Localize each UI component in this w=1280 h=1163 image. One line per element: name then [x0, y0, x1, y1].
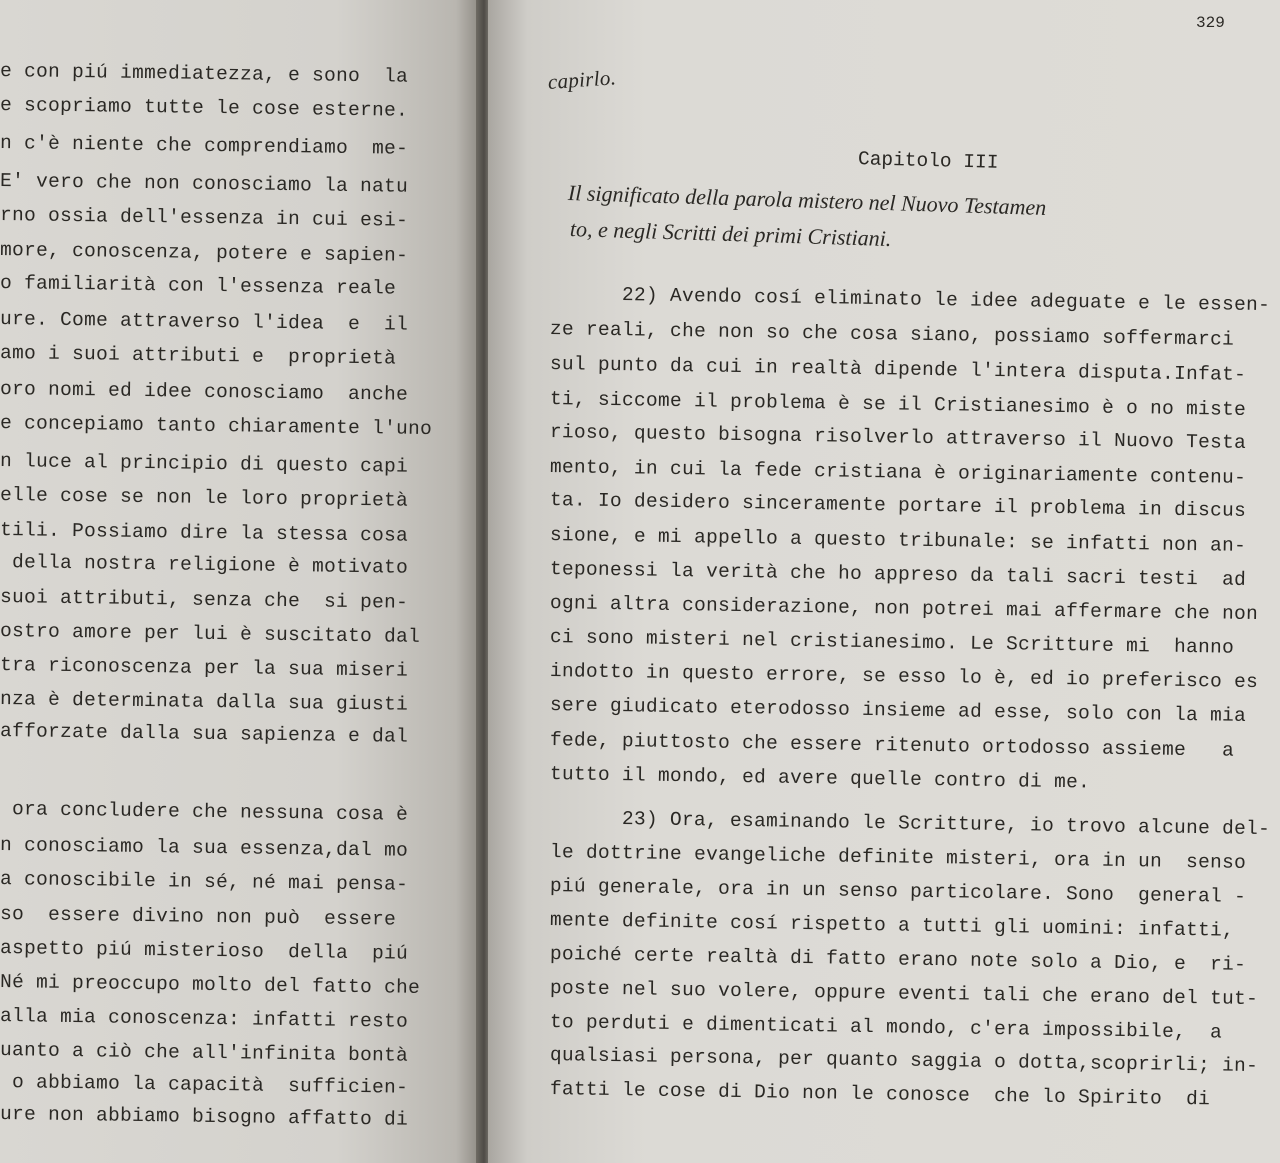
text-line: e con piú immediatezza, e sono la	[0, 60, 409, 88]
text-line: ci sono misteri nel cristianesimo. Le Scritture mi hanno	[549, 626, 1235, 659]
text-line: ostro amore per lui è suscitato dal	[0, 620, 421, 648]
text-line: to perduti e dimenticati al mondo, c'era impossibile, a	[549, 1011, 1223, 1044]
text-line: amo i suoi attributi e proprietà	[0, 342, 397, 370]
text-line: sere giudicato eterodosso insieme ad esse, solo con la mia	[549, 694, 1247, 727]
text-line: suoi attributi, senza che si pen-	[0, 586, 409, 614]
text-line: indotto in questo errore, se esso lo è, ed io preferisco es	[549, 660, 1259, 694]
chapter-title: Capitolo III	[857, 148, 999, 174]
text-line: uanto a ciò che all'infinita bontà	[0, 1039, 409, 1067]
text-line: afforzate dalla sua sapienza e dal	[0, 720, 409, 748]
text-line: sione, e mi appello a questo tribunale: se infatti non an-	[549, 524, 1247, 557]
text-line: e scopriamo tutte le cose esterne.	[0, 94, 409, 122]
text-line: aspetto piú misterioso della piú	[0, 937, 409, 965]
text-line: ti, siccome il problema è se il Cristianesimo è o no miste	[549, 388, 1247, 421]
text-line: e concepiamo tanto chiaramente l'uno	[0, 412, 433, 441]
text-line: E' vero che non conosciamo la natu	[0, 170, 409, 198]
text-line: ure non abbiamo bisogno affatto di	[0, 1103, 409, 1131]
text-line: poste nel suo volere, oppure eventi tali che erano del tut-	[549, 977, 1259, 1011]
text-line: Né mi preoccupo molto del fatto che	[0, 971, 421, 999]
text-line: poiché certe realtà di fatto erano note solo a Dio, e ri-	[549, 943, 1247, 976]
text-line: tili. Possiamo dire la stessa cosa	[0, 519, 409, 547]
text-line: elle cose se non le loro proprietà	[0, 484, 409, 512]
page-number: 329	[1196, 14, 1225, 32]
chapter-subtitle: to, e negli Scritti dei primi Cristiani.	[569, 216, 892, 252]
text-line: 23) Ora, esaminando le Scritture, io trovo alcune del-	[621, 808, 1271, 841]
text-line: rioso, questo bisogna risolverlo attraverso il Nuovo Testa	[549, 421, 1247, 454]
text-line: piú generale, ora in un senso particolare. Sono general -	[549, 875, 1247, 908]
text-line: mento, in cui la fede cristiana è originariamente contenu-	[549, 456, 1247, 489]
text-line: so essere divino non può essere	[0, 903, 397, 931]
text-line: tutto il mondo, ed avere quelle contro di me.	[549, 763, 1091, 794]
text-line: oro nomi ed idee conosciamo anche	[0, 378, 409, 406]
text-line: mente definite cosí rispetto a tutti gli uomini: infatti,	[549, 909, 1235, 942]
text-line: n c'è niente che comprendiamo me-	[0, 132, 409, 160]
text-line: o familiarità con l'essenza reale	[0, 272, 397, 300]
text-line: ogni altra considerazione, non potrei mai affermare che non	[549, 592, 1259, 626]
text-line: ora concludere che nessuna cosa è	[0, 798, 409, 826]
text-line: a conoscibile in sé, né mai pensa-	[0, 868, 409, 896]
top-word: capirlo.	[547, 65, 617, 94]
text-line: more, conoscenza, potere e sapien-	[0, 239, 409, 267]
text-line: ta. Io desidero sinceramente portare il problema in discus	[549, 489, 1247, 522]
text-line: qualsiasi persona, per quanto saggia o dotta,scoprirli; in-	[549, 1044, 1259, 1078]
text-line: teponessi la verità che ho appreso da tali sacri testi ad	[549, 558, 1247, 591]
text-line: ze reali, che non so che cosa siano, possiamo soffermarci	[549, 318, 1235, 351]
text-line: n luce al principio di questo capi	[0, 450, 409, 478]
text-line: fede, piuttosto che essere ritenuto ortodosso assieme a	[549, 729, 1235, 762]
text-line: sul punto da cui in realtà dipende l'intera disputa.Infat-	[549, 353, 1247, 386]
text-line: nza è determinata dalla sua giusti	[0, 688, 409, 716]
text-line: fatti le cose di Dio non le conosce che lo Spirito di	[549, 1078, 1211, 1111]
text-line: le dottrine evangeliche definite misteri, ora in un senso	[549, 841, 1247, 874]
text-line: n conosciamo la sua essenza,dal mo	[0, 834, 409, 862]
text-line: della nostra religione è motivato	[0, 551, 409, 579]
text-line: 22) Avendo cosí eliminato le idee adeguate e le essen-	[621, 284, 1271, 317]
left-page	[0, 0, 480, 1163]
text-line: o abbiamo la capacità sufficien-	[0, 1071, 409, 1099]
chapter-subtitle: Il significato della parola mistero nel Nuovo Testamen	[567, 180, 1047, 221]
right-page	[488, 0, 1280, 1163]
text-line: rno ossia dell'essenza in cui esi-	[0, 204, 409, 232]
text-line: alla mia conoscenza: infatti resto	[0, 1005, 409, 1033]
text-line: ure. Come attraverso l'idea e il	[0, 308, 409, 336]
text-line: tra riconoscenza per la sua miseri	[0, 654, 409, 682]
